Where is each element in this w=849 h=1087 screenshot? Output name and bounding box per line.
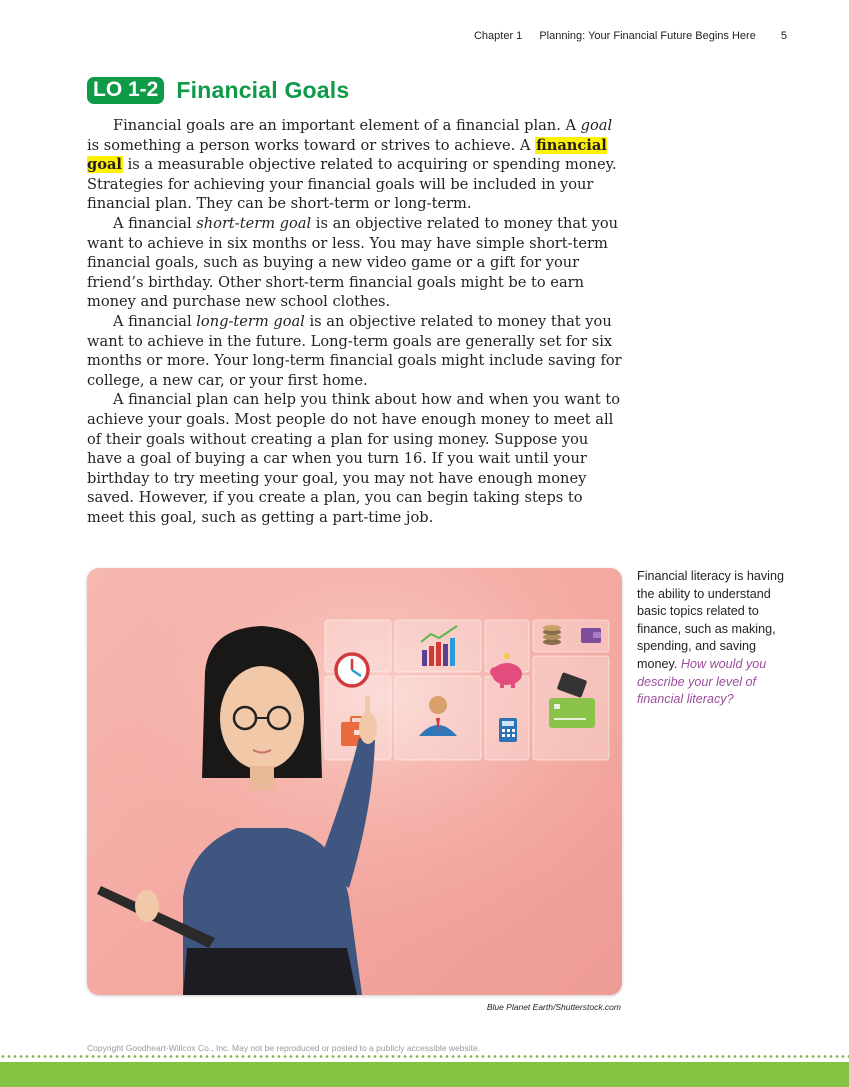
text-run: is something a person works toward or strives to achieve. A [87, 136, 536, 154]
section-heading [87, 77, 349, 104]
running-header [474, 30, 787, 42]
paragraph-3 [87, 312, 622, 390]
key-term-financial-goal: financial goal [87, 136, 607, 174]
paragraph-1 [87, 116, 622, 214]
copyright-notice: Copyright Goodheart-Willcox Co., Inc. May not be reproduced or posted to a publicly accessible website. [87, 1043, 481, 1053]
calculator-icon [499, 718, 517, 742]
photo-credit: Blue Planet Earth/Shutterstock.com [486, 1002, 621, 1012]
footer-green-bar [0, 1062, 849, 1087]
page-number: 5 [780, 30, 787, 42]
body-text [87, 116, 622, 527]
footer-dotted-line [0, 1055, 849, 1058]
caption-text: Financial literacy is having the ability to understand basic topics related to finance, such as making, spending, and saving money. [637, 569, 784, 671]
photo-woman-touching-finance-icons [87, 568, 622, 995]
term-short-term-goal: short-term goal [196, 214, 312, 232]
text-run: is an objective related to money that you want to achieve in the future. Long-term goals are generally set for six months or more. Your long-term financial goals might include saving for college, a new car, or your first home. [87, 312, 622, 389]
lo-badge: LO 1-2 [87, 77, 164, 104]
figure-caption [637, 568, 797, 709]
caption-question: How would you describe your level of financial literacy? [637, 656, 767, 707]
wallet-icon [581, 628, 601, 643]
text-run: is a measurable objective related to acquiring or spending money. Strategies for achieving your financial goals will be included in your financial plan. They can be short-term or long-term. [87, 156, 617, 213]
term-goal: goal [580, 117, 613, 134]
paragraph-2 [87, 214, 622, 312]
coins-icon [543, 625, 561, 645]
text-run: is an objective related to money that you want to achieve in six months or less. You may have simple short-term financial goals, such as buying a new video game or a gift for your friend’s birthday. Other short-term financial goals might be to earn money and purchase new school clothes. [87, 214, 619, 311]
chapter-title: Planning: Your Financial Future Begins Here [539, 30, 756, 42]
clock-icon [336, 654, 368, 686]
paragraph-4: A financial plan can help you think about how and when you want to achieve your goals. Most people do not have enough money to meet all of their goals without creating a plan for using money. Suppose you have a goal of buying a car when you turn 16. If you wait until your birthday to try meeting your goal, you may not have enough money saved. However, if you create a plan, you can begin taking steps to meet this goal, such as getting a part-time job. [87, 391, 620, 526]
text-run: A financial [113, 214, 197, 232]
text-run: Financial goals are an important element of a financial plan. A [113, 117, 581, 134]
term-long-term-goal: long-term goal [196, 312, 305, 330]
section-title: Financial Goals [176, 77, 350, 103]
text-run: A financial [113, 312, 197, 330]
chapter-label: Chapter 1 [473, 30, 523, 42]
